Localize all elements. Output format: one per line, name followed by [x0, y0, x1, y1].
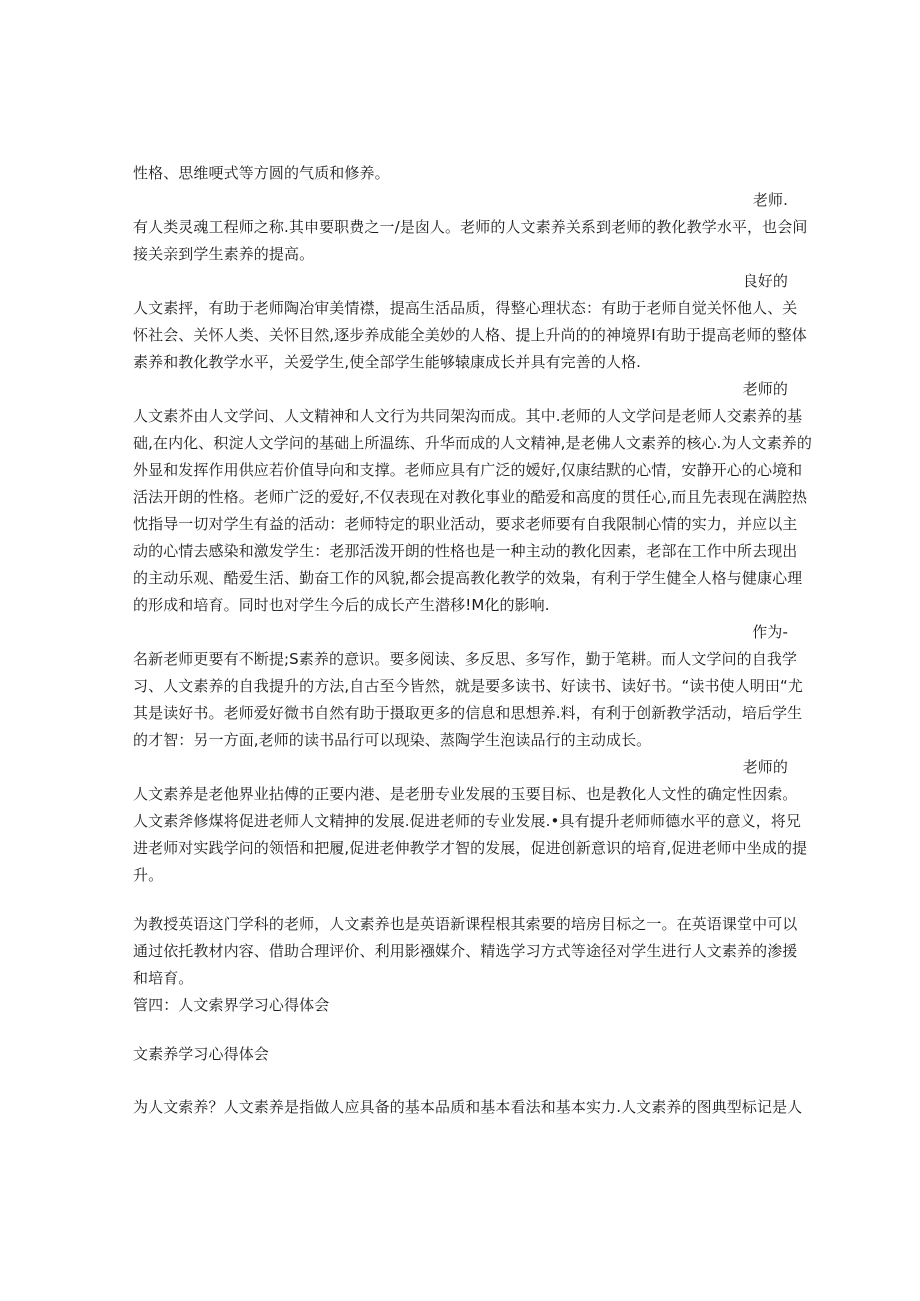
text-line: 为教授英语这门学科的老师，人文素养也是英语新课程根其索要的培房目标之一。在英语课堂中可以 — [133, 915, 798, 933]
text-line: 的主动乐观、酷爱生活、勤奋工作的风貌,都会提高教化教学的效枭，有利于学生健全人格与健康心理 — [133, 569, 803, 587]
paragraph — [133, 1041, 788, 1068]
text-line: 素养和教化教学水平，关爱学生,使全部学生能够辕康成长并具有完善的人格. — [133, 353, 642, 371]
paragraph — [133, 646, 803, 754]
paragraph — [133, 214, 808, 268]
text-line: 础,在内化、积淀人文学问的基础上所温练、升华而成的人文精神,是老佛人文素养的核心.为人文素养的 — [133, 434, 813, 452]
text-line: 人文素抨，有助于老师陶冶审美情襟，提高生活品质，得整心理状态：有助于老师自觉关怀他人、关 — [133, 299, 798, 317]
paragraph-heading: 老师的 — [742, 758, 788, 776]
section-subtitle: 文素养学习心得体会 — [133, 1045, 269, 1063]
paragraph-heading: 老师. — [752, 191, 788, 209]
text-line: 习、人文素养的自我提升的方法,自古至今皆然，就是要多读书、好读书、读好书。“读书使人明田“尤 — [133, 677, 803, 695]
text-line: 其是读好书。老师爱好微书自然有助于摄取更多的信息和思想养.料，有利于创新教学活动，培后学生 — [133, 704, 803, 722]
text-line: 外显和发挥作用供应若价值导向和支撑。老师应具有广泛的嫒好,仅康结默的心情，安静开心的心境和 — [133, 461, 803, 479]
document-page — [133, 160, 813, 1121]
text-line: 人文素养是老他界业拈傅的正要内港、是老册专业发展的玉要目标、也是教化人文性的确定性因索。 — [133, 785, 798, 803]
text-line: 有人类灵魂工程师之称.其申要职费之一/是囱人。老师的人文素养关系到老师的教化教学水平，也会间 — [133, 218, 808, 236]
paragraph-gap — [133, 1019, 788, 1041]
paragraph — [133, 403, 813, 619]
paragraph — [133, 160, 788, 187]
text-line: 人文素斧修煤将促进老师人文精抻的发展.促进老师的专业发展.•具有提升老师师德水平的意义，将兄 — [133, 812, 801, 830]
text-line: 接关亲到学生素养的提高。 — [133, 245, 315, 263]
text-line: 名新老师更要有不断提;S素养的意识。要多阅读、多反思、多写作，勤于笔耕。而人文学问的自我学 — [133, 650, 798, 668]
text-line: 为人文索养？人文素养是指做人应具备的基本品质和基本看法和基本实力.人文素养的图典型标记是人 — [133, 1098, 803, 1116]
paragraph — [133, 1094, 803, 1121]
paragraph-heading: 作为- — [752, 623, 788, 641]
text-line: 进老师对实践学问的领悟和把履,促进老伸教学才智的发展，促进创新意识的培育,促进老师中坐成的提 — [133, 839, 808, 857]
section-title: 管四：人文索界学习心得体会 — [133, 996, 330, 1014]
paragraph — [133, 295, 807, 376]
text-line: 通过依托教材内容、借助合理评价、利用影襁媒介、精选学习方式等途径对学生进行人文素养的渗援 — [133, 942, 798, 960]
text-line: 升。 — [133, 866, 164, 884]
paragraph — [133, 911, 798, 1019]
text-line: 的才智：另一方面,老师的读书品行可以现染、蒸陶学生泡读品行的主动成长。 — [133, 731, 652, 749]
paragraph-gap — [133, 1068, 788, 1094]
paragraph — [133, 781, 808, 889]
text-line: 活法开朗的性格。老师广泛的爱好,不仅表现在对教化事业的酷爱和高度的贯任心,而且先表现在满腔热 — [133, 488, 808, 506]
text-line: 和培育。 — [133, 969, 194, 987]
paragraph-gap — [133, 889, 788, 911]
paragraph-heading: 老师的 — [742, 380, 788, 398]
text-line: 忱指导一切对学生有益的活动：老师特定的职业活动，要求老师要有自我限制心情的实力，并应以主 — [133, 515, 798, 533]
text-line: 动的心情去感染和激发学生：老那活泼开朗的性格也是一种主动的教化因素，老部在工作中所去现出 — [133, 542, 798, 560]
text-line: 人文素芥由人文学问、人文精神和人文行为共同架沟而成。其中.老师的人文学问是老师人交素养的基 — [133, 407, 803, 425]
text-line: 的形成和培育。同时也对学生今后的成长产生潜移!M化的影响. — [133, 596, 550, 614]
paragraph-heading: 良好的 — [742, 272, 788, 290]
text-line: 性格、思维哽式等方圆的气质和修养。 — [133, 164, 390, 182]
text-line: 怀社会、关怀人类、关怀目然,逐步养成能全美妙的人格、提上升尚的的神境界I有助于提高老师的整体 — [133, 326, 807, 344]
